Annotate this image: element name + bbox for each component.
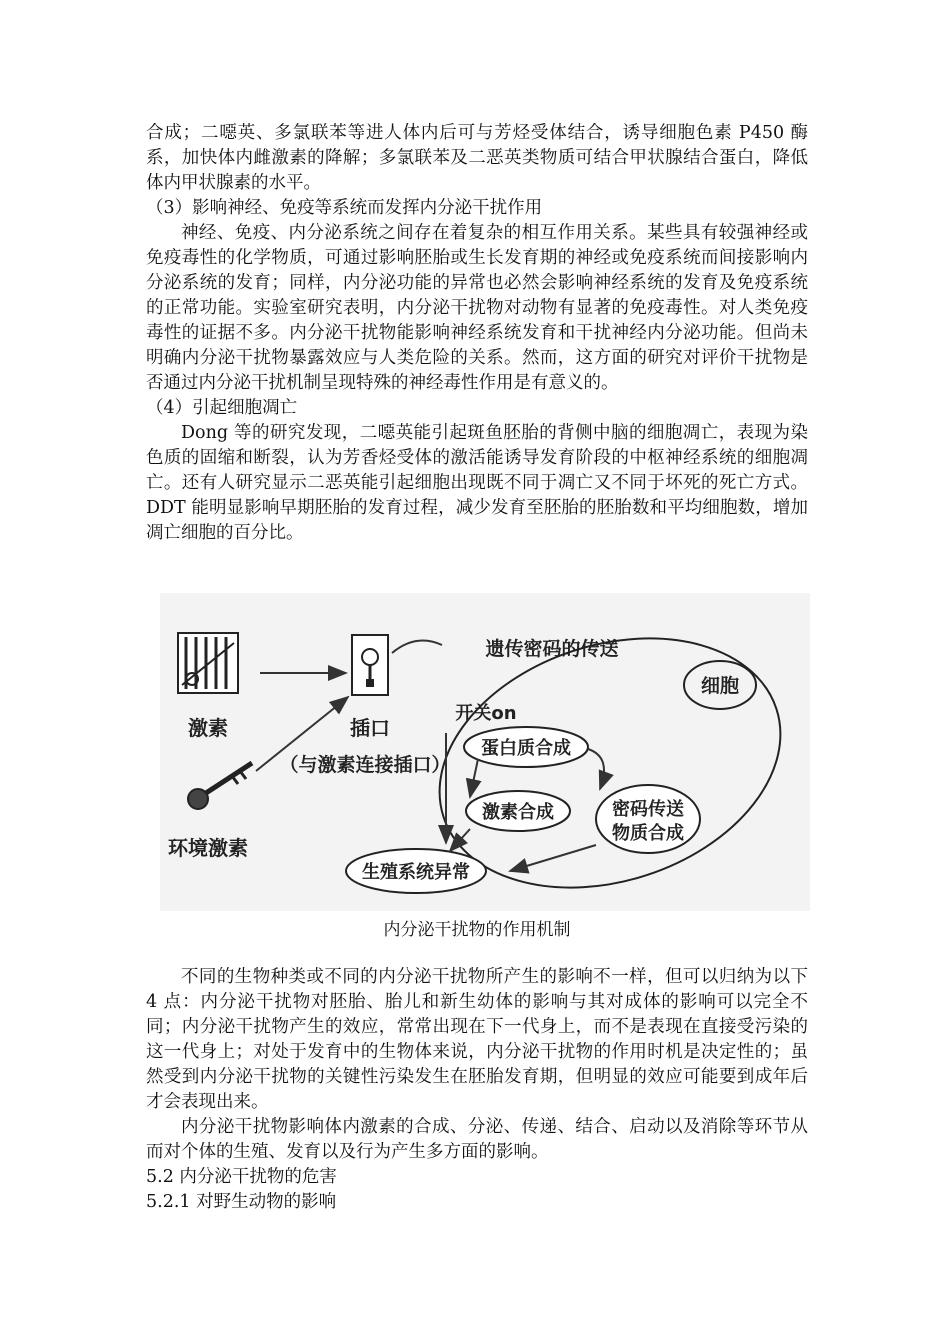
cell-label: 细胞	[700, 675, 740, 697]
env-hormone-label: 环境激素	[168, 836, 248, 860]
mechanism-figure	[160, 593, 810, 911]
heading-5-2-1: 5.2.1 对野生动物的影响	[146, 1192, 337, 1212]
paragraph-hormone-effects: 内分泌干扰物影响体内激素的合成、分泌、传递、结合、启动以及消除等环节从而对个体的生殖、发育以及行为产生多方面的影响。	[146, 1117, 808, 1162]
repro-abnormal-label: 生殖系统异常	[362, 862, 470, 883]
section-3-body: 神经、免疫、内分泌系统之间存在着复杂的相互作用关系。某些具有较强神经或免疫毒性的化学物质，可通过影响胚胎或生长发育期的神经或免疫系统而间接影响内分泌系统的发育；同样，内分泌功能的异常也必然会影响神经系统的发育及免疫系统的正常功能。实验室研究表明，内分泌干扰物对动物有显著的免疫毒性。对人类免疫毒性的证据不多。内分泌干扰物能影响神经系统发育和干扰神经内分泌功能。但尚未明确内分泌干扰物暴露效应与人类危险的关系。然而，这方面的研究对评价干扰物是否通过内分泌干扰机制呈现特殊的神经毒性作用是有意义的。	[146, 223, 808, 393]
paragraph-aromatic-receptor: 合成；二噁英、多氯联苯等进人体内后可与芳烃受体结合，诱导细胞色素 P450 酶系，加快体内雌激素的降解；多氯联苯及二恶英类物质可结合甲状腺结合蛋白，降低体内甲状腺素的水平。	[146, 123, 808, 193]
socket-label: 插口	[350, 716, 390, 740]
genetic-code-label: 遗传密码的传送	[485, 638, 619, 660]
hormone-synthesis-label: 激素合成	[482, 802, 554, 823]
paragraph-four-points: 不同的生物种类或不同的内分泌干扰物所产生的影响不一样，但可以归纳为以下 4 点：内分泌干扰物对胚胎、胎儿和新生幼体的影响与其对成体的影响可以完全不同；内分泌干扰物产生的效应，常常出现在下一代身上，而不是表现在直接受污染的这一代身上；对处于发育中的生物体来说，内分泌干扰物的作用时机是决定性的；虽然受到内分泌干扰物的关键性污染发生在胚胎发育期，但明显的效应可能要到成年后才会表现出来。	[146, 967, 808, 1112]
section-3-heading: （3）影响神经、免疫等系统而发挥内分泌干扰作用	[146, 198, 543, 218]
hormone-label: 激素	[188, 716, 228, 740]
text-section-bottom	[146, 965, 808, 1215]
switch-label: 开关on	[455, 703, 517, 724]
text-section-top	[146, 121, 808, 546]
socket-note: （与激素连接插口）	[279, 754, 451, 776]
figure-caption: 内分泌干扰物的作用机制	[383, 920, 571, 940]
hormone-icon	[178, 633, 238, 693]
section-4-body: Dong 等的研究发现，二噁英能引起斑鱼胚胎的背侧中脑的细胞凋亡，表现为染色质的固缩和断裂，认为芳香烃受体的激活能诱导发育阶段的中枢神经系统的细胞凋亡。还有人研究显示二恶英能引起细胞出现既不同于凋亡又不同于坏死的死亡方式。DDT 能明显影响早期胚胎的发育过程，减少发育至胚胎的胚胎数和平均细胞数，增加凋亡细胞的百分比。	[146, 423, 808, 543]
protein-synthesis-label: 蛋白质合成	[481, 738, 571, 759]
mechanism-diagram	[160, 593, 810, 911]
heading-5-2: 5.2 内分泌干扰物的危害	[146, 1167, 337, 1187]
section-4-heading: （4）引起细胞凋亡	[146, 398, 298, 418]
code-transfer-label-1: 密码传送	[612, 799, 684, 820]
socket-icon	[352, 635, 388, 695]
code-transfer-label-2: 物质合成	[612, 823, 684, 844]
